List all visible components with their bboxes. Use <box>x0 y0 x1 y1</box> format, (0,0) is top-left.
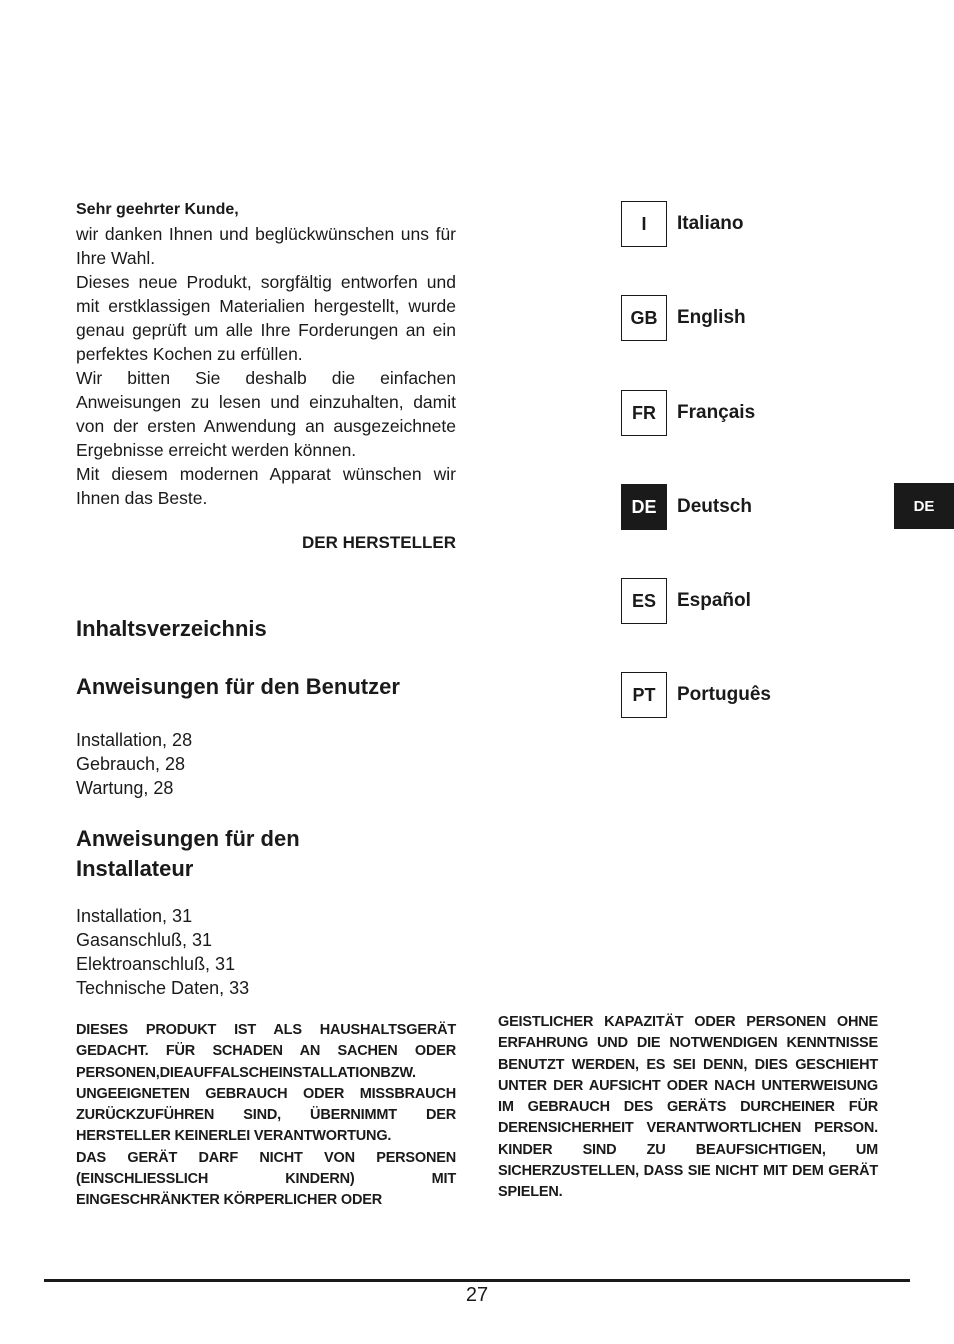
page-number: 27 <box>465 1284 489 1306</box>
installer-heading-line1: Anweisungen für den <box>76 826 300 851</box>
manufacturer-signature: DER HERSTELLER <box>302 533 456 552</box>
language-item-espanol[interactable] <box>621 577 941 625</box>
language-name: English <box>677 307 746 328</box>
installer-section-heading <box>76 824 456 884</box>
footer-divider <box>44 1279 910 1282</box>
language-name: Deutsch <box>677 496 752 517</box>
toc-item: Installation, 31 <box>76 906 193 926</box>
greeting: Sehr geehrter Kunde, <box>76 201 239 218</box>
toc-item: Technische Daten, 33 <box>76 978 250 998</box>
language-name: Français <box>677 402 756 423</box>
warning-paragraph: DIESES PRODUKT IST ALS HAUSHALTSGERÄT GEDACHT. FÜR SCHADEN AN SACHEN ODER PERSONEN,DIEAUFFALSCHEINSTALLATIONBZW. UNGEEIGNETEN GEBRAUCH ODER MISSBRAUCH ZURÜCKZUFÜHREN SIND, ÜBERNIMMT DER HERSTELLER KEINERLEI VERANTWORTUNG. <box>76 1022 456 1145</box>
toc-item: Wartung, 28 <box>76 778 174 798</box>
language-code: FR <box>621 390 667 436</box>
language-item-deutsch[interactable] <box>621 483 941 531</box>
installer-section-list <box>76 904 249 1000</box>
warning-paragraph: GEISTLICHER KAPAZITÄT ODER PERSONEN OHNE ERFAHRUNG UND DIE NOTWENDIGEN KENNTNISSE BENUTZT WERDEN, ES SEI DENN, DIES GESCHIEHT UNTER DER AUFSICHT ODER NACH UNTERWEISUNG IM GEBRAUCH DES GERÄTS DURCHEINER FÜR DERENSICHERHEIT VERANTWORTLICHEN PERSON. KINDER SIND ZU BEAUFSICHTIGEN, UM SICHERZUSTELLEN, DASS SIE NICHT MIT DEM GERÄT SPIELEN. <box>498 1014 878 1201</box>
language-name: Español <box>677 590 751 611</box>
toc-item: Gasanschluß, 31 <box>76 930 213 950</box>
warning-right-column <box>498 1012 878 1204</box>
language-name: Português <box>677 684 771 705</box>
user-section-heading: Anweisungen für den Benutzer <box>76 674 400 699</box>
language-item-english[interactable] <box>621 294 941 342</box>
user-section-list <box>76 728 192 800</box>
intro-paragraph: Dieses neue Produkt, sorgfältig entworfen und mit erstklassigen Materialien hergestellt, wurde genau geprüft um alle Ihre Forderungen an ein perfektes Kochen zu erfüllen. <box>76 272 456 364</box>
toc-title: Inhaltsverzeichnis <box>76 616 267 641</box>
language-item-francais[interactable] <box>621 389 941 437</box>
warning-paragraph: DAS GERÄT DARF NICHT VON PERSONEN (EINSCHLIESSLICH KINDERN) MIT EINGESCHRÄNKTER KÖRPERLICHER ODER <box>76 1149 456 1209</box>
installer-heading-line2: Installateur <box>76 856 194 881</box>
intro-paragraph: wir danken Ihnen und beglückwünschen uns für Ihre Wahl. <box>76 224 456 268</box>
language-item-portugues[interactable] <box>621 671 941 719</box>
language-item-italiano[interactable] <box>621 200 941 248</box>
toc-item: Elektroanschluß, 31 <box>76 954 236 974</box>
warning-left-column <box>76 1020 456 1212</box>
toc-item: Installation, 28 <box>76 730 193 750</box>
side-language-tab: DE <box>894 483 954 529</box>
language-name: Italiano <box>677 213 744 234</box>
language-code: I <box>621 201 667 247</box>
language-code: ES <box>621 578 667 624</box>
language-code-active: DE <box>621 484 667 530</box>
language-code: GB <box>621 295 667 341</box>
intro-paragraph: Wir bitten Sie deshalb die einfachen Anweisungen zu lesen und einzuhalten, damit von der ersten Anwendung an ausgezeichnete Ergebnisse erreicht werden können. <box>76 368 456 460</box>
intro-letter <box>76 198 456 510</box>
toc-item: Gebrauch, 28 <box>76 754 186 774</box>
intro-paragraph: Mit diesem modernen Apparat wünschen wir Ihnen das Beste. <box>76 464 456 508</box>
language-code: PT <box>621 672 667 718</box>
